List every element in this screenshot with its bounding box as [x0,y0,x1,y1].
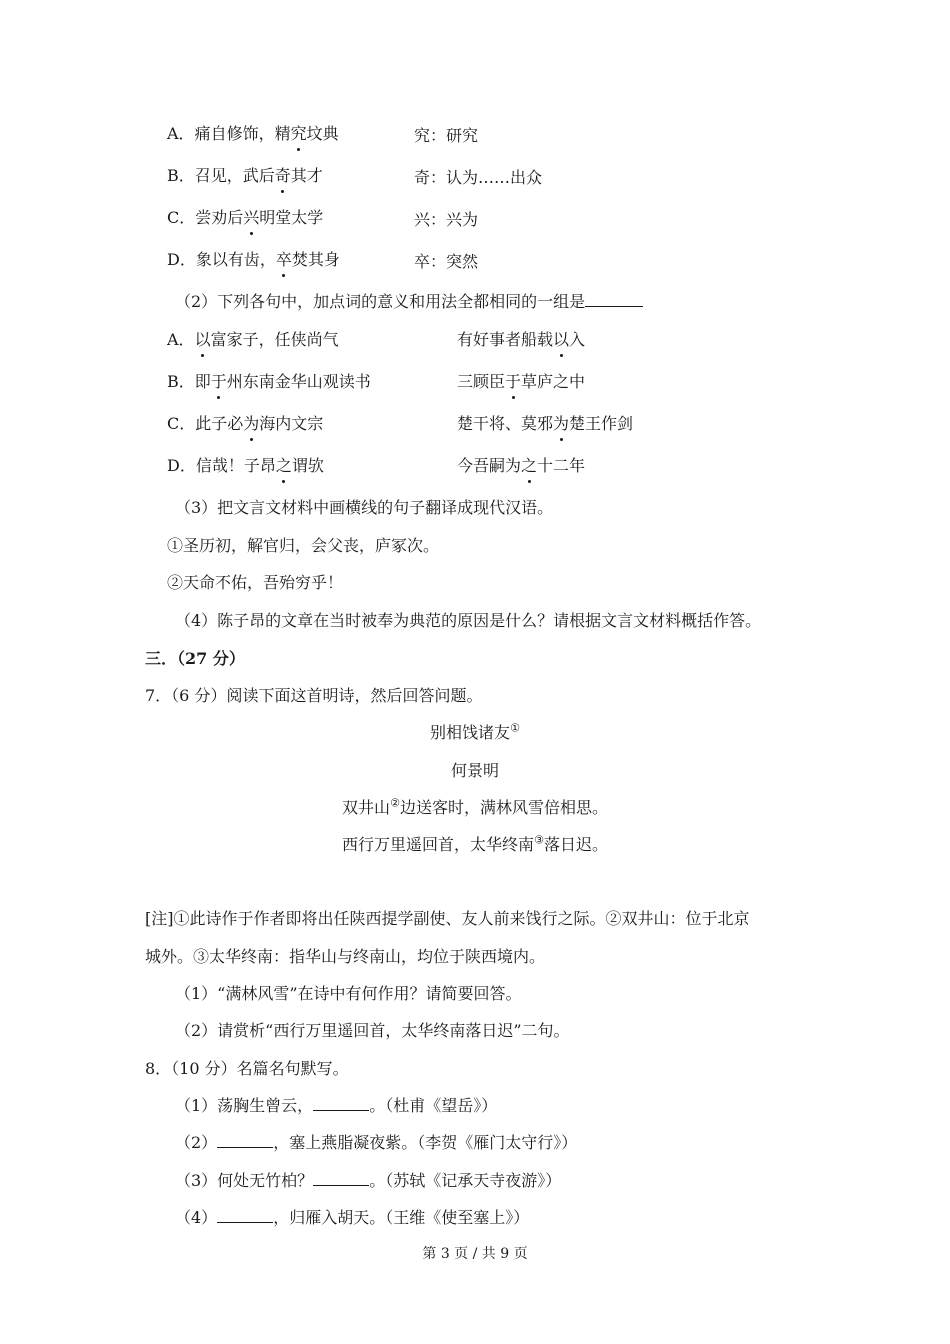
page-footer: 第 3 页 / 共 9 页 [422,1246,528,1262]
q8-item-3: （3）何处无竹柏？ 。（苏轼《记承天寺夜游》） [175,1171,562,1190]
q6-2-option-a-right: 有好事者船载以入 [457,330,586,349]
answer-blank [217,1208,273,1223]
dotted-char: 兴 [243,208,260,227]
dotted-char: 之 [275,456,292,475]
q6-1-option-c: C．尝劝后兴明堂太学 [167,208,324,227]
q6-4-stem: （4）陈子昂的文章在当时被奉为典范的原因是什么？请根据文言文材料概括作答。 [175,611,762,630]
q6-2-option-d-right: 今吾嗣为之十二年 [457,456,586,475]
q6-2-stem: （2）下列各句中，加点词的意义和用法全都相同的一组是 [175,291,643,313]
footnote-marker: ② [390,796,400,810]
q7-question-2: （2）请赏析“西行万里遥回首，太华终南落日迟”二句。 [175,1021,570,1040]
footnote-marker: ③ [534,833,544,847]
dotted-char: 卒 [275,250,292,269]
q6-2-option-b: B．即于州东南金华山观读书 [167,372,371,391]
poem-line-2: 西行万里遥回首，太华终南③落日迟。 [342,833,608,854]
dotted-char: 究 [290,124,307,143]
footnote-marker: ① [510,721,520,735]
q6-3-sentence-1: ①圣历初，解官归，会父丧，庐冢次。 [167,536,440,555]
dotted-char: 之 [521,456,538,475]
dotted-char: 为 [553,414,570,433]
q7-stem: 7．（6 分）阅读下面这首明诗，然后回答问题。 [145,686,483,705]
q8-item-1: （1）荡胸生曾云， 。（杜甫《望岳》） [175,1096,498,1115]
dotted-char: 奇 [274,166,291,185]
q6-3-stem: （3）把文言文材料中画横线的句子翻译成现代汉语。 [175,498,554,517]
dotted-char: 于 [505,372,522,391]
q8-stem: 8．（10 分）名篇名句默写。 [145,1059,349,1078]
answer-blank [313,1096,369,1111]
poem-title: 别相饯诸友① [430,721,520,742]
dotted-char: 于 [210,372,227,391]
dotted-char: 以 [553,330,570,349]
q8-item-4: （4） ，归雁入胡天。（王维《使至塞上》） [175,1208,530,1227]
q6-1-option-d: D．象以有齿，卒焚其身 [167,250,340,269]
dotted-char: 以 [194,330,211,349]
q6-2-option-c-right: 楚干将、莫邪为楚王作剑 [457,414,634,433]
answer-blank [585,292,643,307]
q6-3-sentence-2: ②天命不佑，吾殆穷乎！ [167,573,344,592]
q6-2-option-a: A．以富家子，任侠尚气 [167,330,339,349]
answer-blank [313,1171,369,1186]
q6-1-gloss-b: 奇：认为……出众 [414,168,543,187]
section-heading: 三．（27 分） [145,649,245,668]
q6-1-gloss-c: 兴：兴为 [414,210,479,229]
q6-2-option-c: C．此子必为海内文宗 [167,414,324,433]
q6-1-option-b: B．召见，武后奇其才 [167,166,323,185]
q7-question-1: （1）“满林风雪”在诗中有何作用？请简要回答。 [175,984,522,1003]
poem-notes-line-2: 城外。③太华终南：指华山与终南山，均位于陕西境内。 [145,947,546,966]
q6-2-option-b-right: 三顾臣于草庐之中 [457,372,586,391]
answer-blank [217,1133,273,1148]
q6-1-gloss-d: 卒：突然 [414,252,479,271]
q6-1-option-a: A．痛自修饰，精究坟典 [167,124,339,143]
poem-notes-line-1: [注]①此诗作于作者即将出任陕西提学副使、友人前来饯行之际。②双井山：位于北京 [145,909,750,928]
poem-line-1: 双井山②边送客时，满林风雪倍相思。 [342,796,608,817]
q6-1-gloss-a: 究：研究 [414,126,479,145]
dotted-char: 为 [243,414,260,433]
poem-author: 何景明 [450,761,499,780]
q6-2-option-d: D．信哉！子昂之谓欤 [167,456,324,475]
q8-item-2: （2） ，塞上燕脂凝夜紫。（李贺《雁门太守行》） [175,1133,578,1152]
